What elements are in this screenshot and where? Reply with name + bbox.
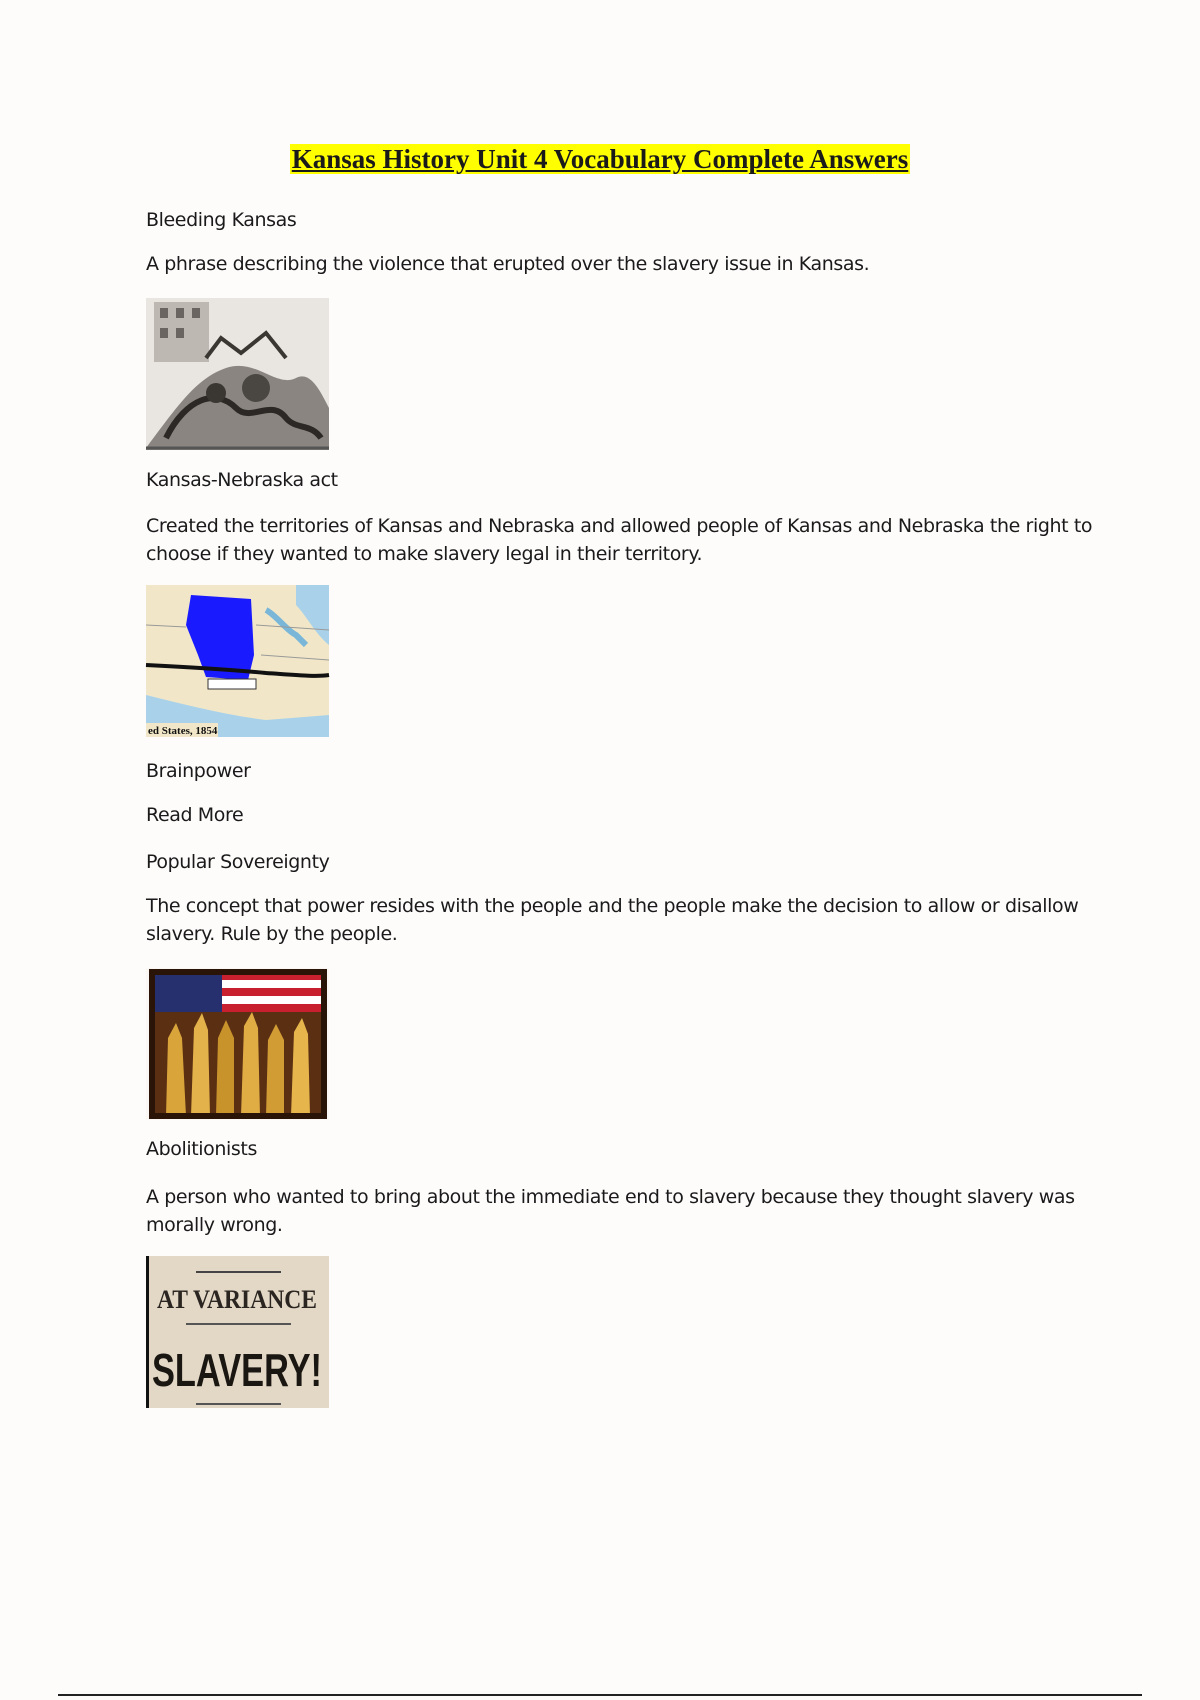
brainpower-label: Brainpower (146, 760, 251, 782)
definition-popular-sovereignty: The concept that power resides with the people and the people make the decision to allow or disallow slavery. Rule by the people. (146, 895, 1079, 945)
term-kansas-nebraska-act: Kansas-Nebraska act (146, 469, 338, 491)
map-caption: ed States, 1854 (148, 725, 218, 737)
poster-line1: AT VARIANCE (157, 1285, 317, 1314)
engraving-violence-image (146, 298, 329, 450)
poster-line2: SLAVERY! (152, 1344, 322, 1396)
footer-rule (58, 1694, 1142, 1696)
term-bleeding-kansas: Bleeding Kansas (146, 209, 297, 231)
read-more-link[interactable]: Read More (146, 804, 244, 826)
title-text: Kansas History Unit 4 Vocabulary Complete Answers (291, 144, 909, 174)
territory-map-image (146, 585, 329, 737)
definition-bleeding-kansas: A phrase describing the violence that erupted over the slavery issue in Kansas. (146, 253, 870, 275)
abolition-poster-image (146, 1256, 329, 1408)
term-abolitionists: Abolitionists (146, 1138, 257, 1160)
term-popular-sovereignty: Popular Sovereignty (146, 851, 330, 873)
flag-raised-hands-image (146, 968, 329, 1120)
definition-kansas-nebraska-act: Created the territories of Kansas and Nebraska and allowed people of Kansas and Nebraska the right to choose if they wanted to make slavery legal in their territory. (146, 515, 1093, 565)
definition-abolitionists: A person who wanted to bring about the immediate end to slavery because they thought slavery was morally wrong. (146, 1186, 1075, 1236)
page-title (0, 144, 1200, 175)
